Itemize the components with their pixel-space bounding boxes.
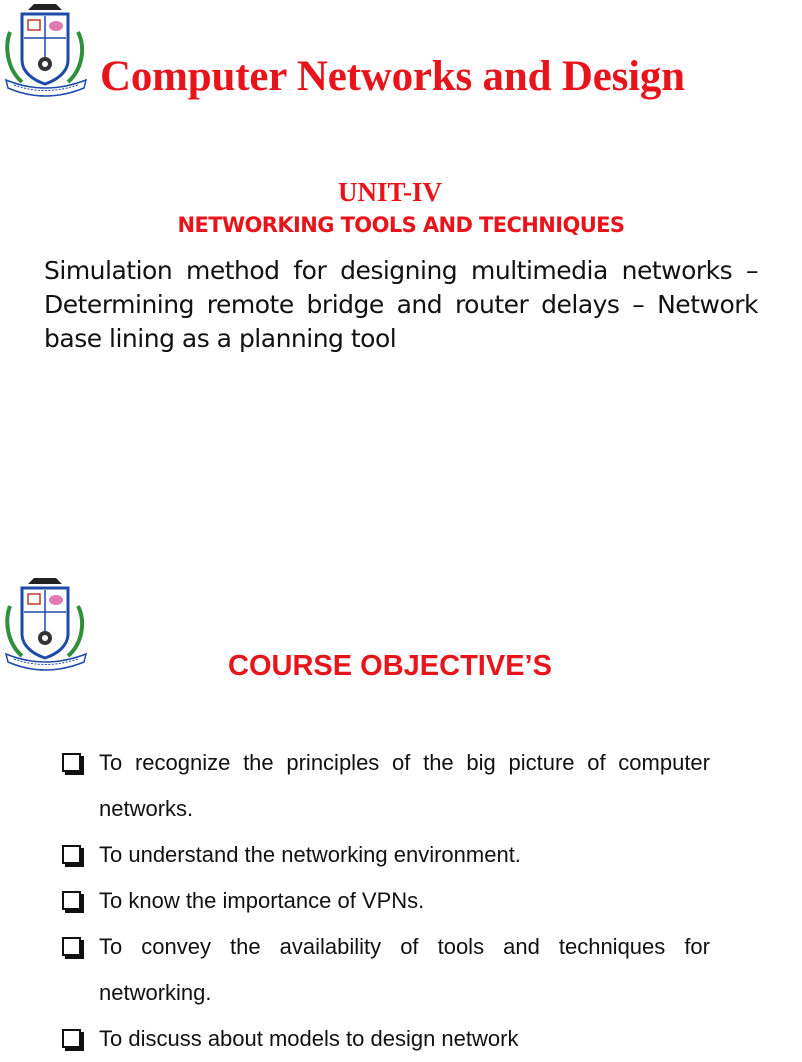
- objective-text: To know the importance of VPNs.: [99, 888, 425, 913]
- list-item: [62, 878, 710, 924]
- unit-topic: NETWORKING TOOLS AND TECHNIQUES: [177, 213, 625, 237]
- list-item: [62, 924, 710, 1016]
- checkbox-bullet-icon: [62, 891, 81, 910]
- list-item: [62, 832, 710, 878]
- checkbox-bullet-icon: [62, 937, 81, 956]
- objectives-heading: COURSE OBJECTIVE’S: [228, 650, 552, 682]
- objective-text: To recognize the principles of the big picture of computer networks.: [99, 750, 710, 821]
- list-item: [62, 1016, 710, 1062]
- objectives-list: [62, 740, 710, 1062]
- slide-objectives: [0, 512, 768, 1051]
- checkbox-bullet-icon: [62, 753, 81, 772]
- objective-text: To understand the networking environment.: [99, 842, 521, 867]
- unit-description: Simulation method for designing multimedia networks – Determining remote bridge and router delays – Network base lining as a planning tool: [44, 256, 758, 353]
- college-emblem-logo: [0, 0, 92, 100]
- unit-label: UNIT-IV: [337, 177, 443, 207]
- checkbox-bullet-icon: [62, 845, 81, 864]
- checkbox-bullet-icon: [62, 1029, 81, 1048]
- slide-title: [0, 0, 768, 512]
- objective-text: To discuss about models to design network: [99, 1026, 519, 1051]
- objective-text: To convey the availability of tools and techniques for networking.: [99, 934, 710, 1005]
- list-item: [62, 740, 710, 832]
- course-title: Computer Networks and Design: [100, 53, 685, 100]
